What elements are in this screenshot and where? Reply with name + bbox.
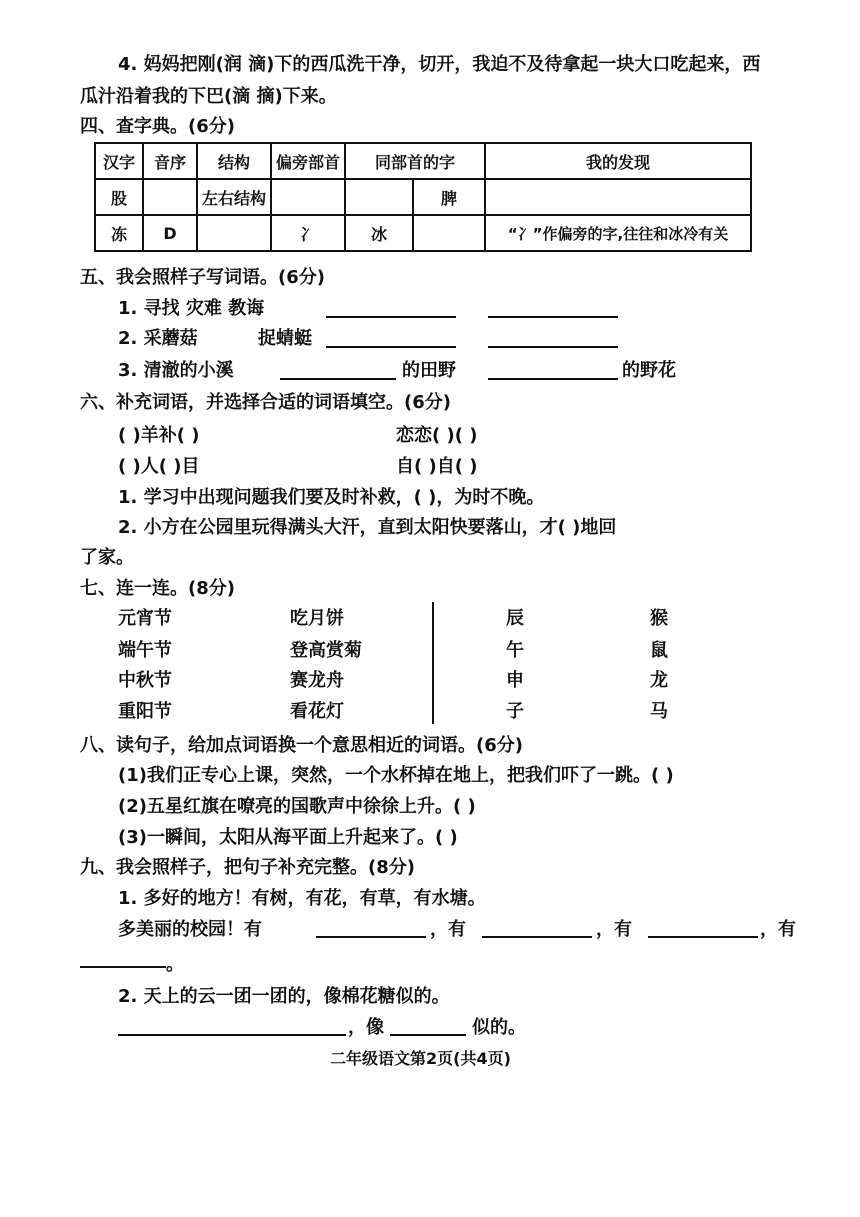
s5-blank-3a[interactable] <box>280 378 396 380</box>
s5-blank-2b[interactable] <box>488 346 618 348</box>
s9-blank-5[interactable] <box>118 1034 346 1036</box>
s5-item2b: 捉蜻蜓 <box>258 328 312 349</box>
row1-same2: 脾 <box>413 179 485 215</box>
s6-word4[interactable]: 自( )自( ) <box>396 456 478 477</box>
s5-blank-3b[interactable] <box>488 378 618 380</box>
s6-question2-cont: 了家。 <box>80 547 134 568</box>
table-row <box>95 215 751 251</box>
row2-radical: 冫 <box>271 215 345 251</box>
q4-line2: 瓜汁沿着我的下巴(滴 摘)下来。 <box>80 86 337 107</box>
animal-2[interactable]: 鼠 <box>650 640 668 661</box>
custom-2[interactable]: 登高赏菊 <box>290 640 362 661</box>
s6-word2[interactable]: 恋恋( )( ) <box>396 425 478 446</box>
row1-yinxu[interactable] <box>143 179 197 215</box>
table-row <box>95 179 751 215</box>
row2-same2[interactable] <box>413 215 485 251</box>
section8-title: 八、读句子，给加点词语换一个意思相近的词语。(6分) <box>80 735 523 756</box>
s6-question1: 1. 学习中出现问题我们要及时补救，( )，为时不晚。 <box>118 487 545 508</box>
s9-example1: 1. 多好的地方！有树，有花，有草，有水塘。 <box>118 888 486 909</box>
section5-title: 五、我会照样子写词语。(6分) <box>80 267 325 288</box>
table-header-row <box>95 143 751 179</box>
s9-you-3: ，有 <box>596 919 632 940</box>
header-finding: 我的发现 <box>485 143 751 179</box>
custom-4[interactable]: 看花灯 <box>290 701 344 722</box>
s9-end: 似的。 <box>472 1017 526 1038</box>
branch-2[interactable]: 午 <box>506 640 524 661</box>
row1-same1[interactable] <box>345 179 413 215</box>
s9-blank-4[interactable] <box>80 966 166 968</box>
s6-question2: 2. 小方在公园里玩得满头大汗，直到太阳快要落山，才( )地回 <box>118 517 617 538</box>
s5-blank-1b[interactable] <box>488 316 618 318</box>
header-structure: 结构 <box>197 143 271 179</box>
header-same-radical: 同部首的字 <box>345 143 485 179</box>
s5-item1: 1. 寻找 灾难 教诲 <box>118 298 265 319</box>
row2-char: 冻 <box>95 215 143 251</box>
row1-structure: 左右结构 <box>197 179 271 215</box>
s9-blank-6[interactable] <box>390 1034 466 1036</box>
s9-blank-1[interactable] <box>316 936 426 938</box>
s9-blank-3[interactable] <box>648 936 758 938</box>
festival-2[interactable]: 端午节 <box>118 640 172 661</box>
row1-radical[interactable] <box>271 179 345 215</box>
page-footer: 二年级语文第2页(共4页) <box>330 1049 511 1068</box>
header-yinxu: 音序 <box>143 143 197 179</box>
header-char: 汉字 <box>95 143 143 179</box>
s8-sentence1: (1)我们正专心上课，突然，一个水杯掉在地上，把我们吓了一跳。( ) <box>118 765 674 786</box>
row2-same1: 冰 <box>345 215 413 251</box>
row2-yinxu: D <box>143 215 197 251</box>
animal-4[interactable]: 马 <box>650 701 668 722</box>
row1-finding[interactable] <box>485 179 751 215</box>
row1-char: 股 <box>95 179 143 215</box>
s5-blank-1a[interactable] <box>326 316 456 318</box>
s9-you-2: ，有 <box>430 919 466 940</box>
festival-1[interactable]: 元宵节 <box>118 608 172 629</box>
q4-line1: 4. 妈妈把刚(润 滴)下的西瓜洗干净，切开，我迫不及待拿起一块大口吃起来，西 <box>118 54 761 75</box>
festival-3[interactable]: 中秋节 <box>118 670 172 691</box>
dictionary-table <box>94 142 752 252</box>
custom-3[interactable]: 赛龙舟 <box>290 670 344 691</box>
custom-1[interactable]: 吃月饼 <box>290 608 344 629</box>
s6-word3[interactable]: ( )人( )目 <box>118 456 200 477</box>
branch-4[interactable]: 子 <box>506 701 524 722</box>
branch-1[interactable]: 辰 <box>506 608 524 629</box>
section4-title: 四、查字典。(6分) <box>80 116 235 137</box>
row2-finding: “冫”作偏旁的字,往往和冰冷有关 <box>485 215 751 251</box>
branch-3[interactable]: 申 <box>506 670 524 691</box>
s8-sentence3: (3)一瞬间，太阳从海平面上升起来了。( ) <box>118 827 458 848</box>
s9-line1-start: 多美丽的校园！有 <box>118 919 262 940</box>
s9-period: 。 <box>166 954 184 975</box>
s8-sentence2: (2)五星红旗在嘹亮的国歌声中徐徐上升。( ) <box>118 796 476 817</box>
festival-4[interactable]: 重阳节 <box>118 701 172 722</box>
s9-xiang: ，像 <box>348 1017 384 1038</box>
section7-title: 七、连一连。(8分) <box>80 578 235 599</box>
animal-3[interactable]: 龙 <box>650 670 668 691</box>
divider-line <box>432 602 434 724</box>
animal-1[interactable]: 猴 <box>650 608 668 629</box>
section6-title: 六、补充词语，并选择合适的词语填空。(6分) <box>80 392 451 413</box>
s5-item3a: 3. 清澈的小溪 <box>118 360 234 381</box>
s6-word1[interactable]: ( )羊补( ) <box>118 425 200 446</box>
s5-item3c: 的野花 <box>622 360 676 381</box>
s5-item3b: 的田野 <box>402 360 456 381</box>
s9-blank-2[interactable] <box>482 936 592 938</box>
s9-example2: 2. 天上的云一团一团的，像棉花糖似的。 <box>118 986 450 1007</box>
s5-item2: 2. 采蘑菇 <box>118 328 198 349</box>
row2-structure[interactable] <box>197 215 271 251</box>
s9-you-4: ，有 <box>760 919 796 940</box>
header-radical: 偏旁部首 <box>271 143 345 179</box>
section9-title: 九、我会照样子，把句子补充完整。(8分) <box>80 857 415 878</box>
s5-blank-2a[interactable] <box>326 346 456 348</box>
